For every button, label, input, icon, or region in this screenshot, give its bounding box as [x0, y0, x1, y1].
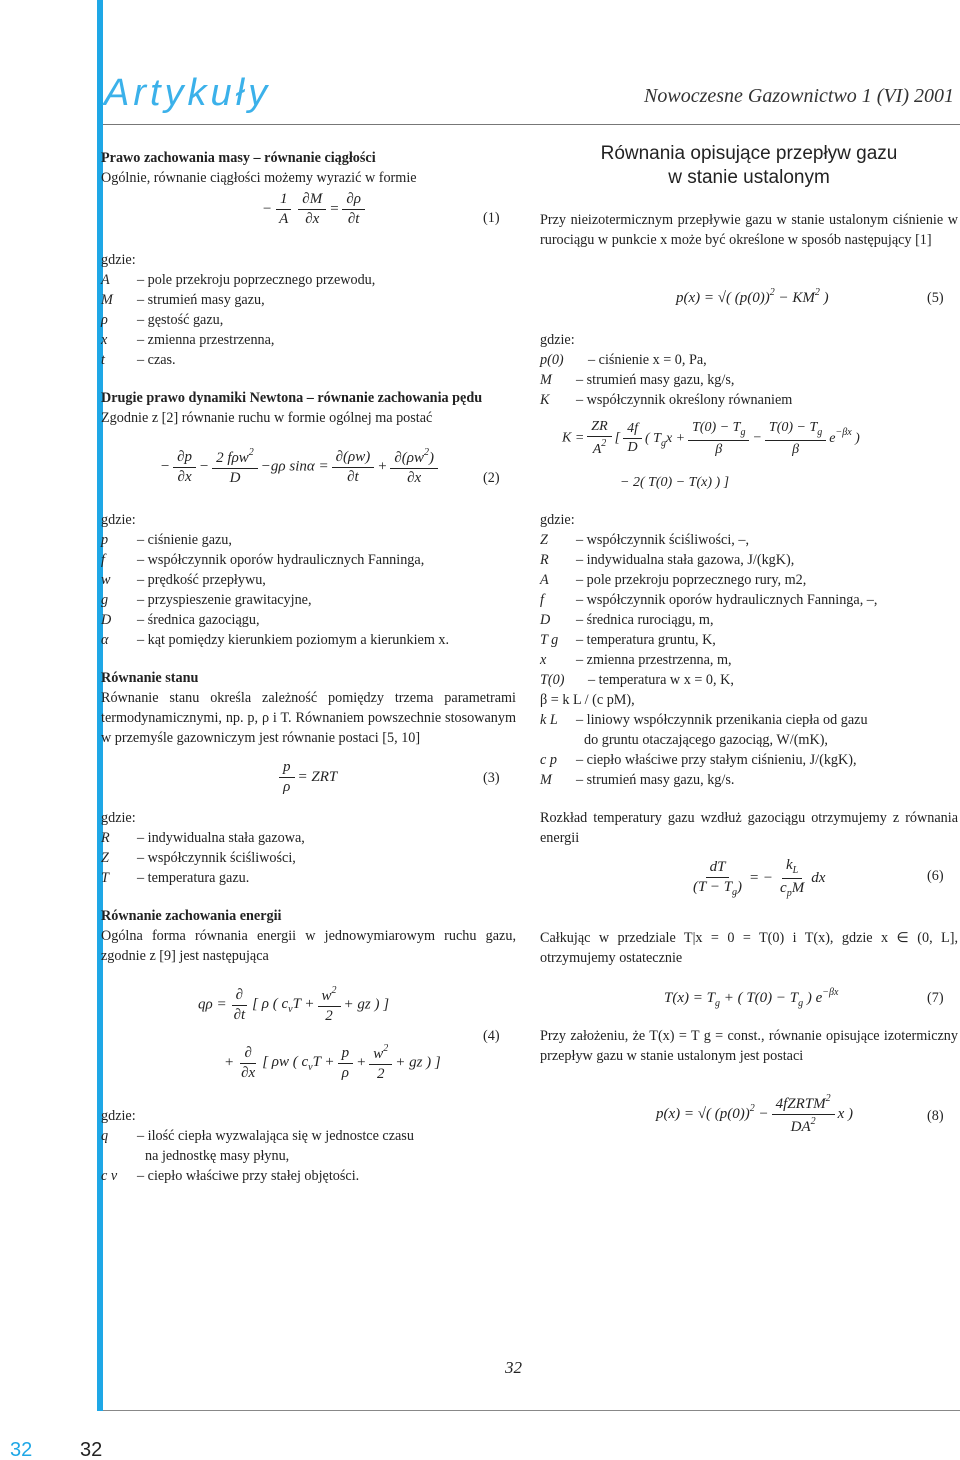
def-item: f – współczynnik oporów hydraulicznych Fanninga, [101, 552, 425, 568]
equation-4-line2: + $\frac{\partial}{\partial x}$ [ ρw ( $c_vT$ + $\frac{p}{\rho}$ + $\frac{w^2}{2}$ + gz ) ] [224, 1043, 441, 1082]
def-item: Z – współczynnik ściśliwości, –, [540, 532, 749, 548]
s4-text: Ogólna forma równania energii w jednowymiarowym ruchu gazu, zgodnie z [9] jest następująca [101, 928, 516, 964]
bottom-left-number: 32 [10, 1439, 33, 1460]
def-item: f – współczynnik oporów hydraulicznych Fanninga, –, [540, 592, 878, 608]
def-item: R – indywidualna stała gazowa, J/(kgK), [540, 552, 795, 568]
def-item: q – ilość ciepła wyzwalająca się w jednostce czasu [101, 1128, 414, 1144]
s2-intro: Zgodnie z [2] równanie ruchu w formie ogólnej ma postać [101, 410, 433, 426]
defs5-list [540, 350, 958, 410]
def-item: Z – współczynnik ściśliwości, [101, 850, 296, 866]
def-item: T – temperatura gazu. [101, 870, 250, 886]
equation-k-line1: K = $\frac{ZR}{A^2}$ [ $\frac{4f}{D}$ ( $T_gx$ + $\frac{T(0) - T_g}{\beta}$ − $\frac{T(0) - T_g}{\beta}$ $e^{-\beta x}$ ) [562, 419, 860, 457]
page-number: 32 [505, 1358, 522, 1377]
p8-text: Przy założeniu, że T(x) = T g = const., równanie opisujące izotermiczny przepływ gazu w stanie ustalonym jest postaci [540, 1028, 958, 1064]
where-label: gdzie: [540, 332, 575, 348]
footer-rule [103, 1410, 960, 1411]
eq7-number: (7) [927, 990, 944, 1006]
def-item: D – średnica gazociągu, [101, 612, 260, 628]
where-label: gdzie: [101, 1108, 136, 1124]
bottom-right-number: 32 [80, 1439, 103, 1460]
def-item: g – przyspieszenie grawitacyjne, [101, 592, 312, 608]
equation-8: p(x) = √( $(p(0))^2$ − $\frac{4fZRTM^2}{DA^2}$ x ) [656, 1093, 854, 1135]
def-item: α – kąt pomiędzy kierunkiem poziomym a kierunkiem x. [101, 632, 450, 648]
def-item: c v – ciepło właściwe przy stałej objętości. [101, 1168, 360, 1184]
def-item: x – zmienna przestrzenna, [101, 332, 275, 348]
s4-title: Równanie zachowania energii [101, 908, 282, 924]
def-item: A – pole przekroju poprzecznego przewodu, [101, 272, 376, 288]
section-logo: Artykuły [104, 72, 272, 114]
s3-text: Równanie stanu określa zależność pomiędzy trzema parametrami termodynamicznymi, np. p, ρ i T. Równaniem powszechnie stosowanym w przemyśle gazowniczym jest równanie postaci [5, 10] [101, 690, 516, 746]
right-section-title-1: Równania opisujące przepływ gazu [600, 143, 898, 164]
def-item: w – prędkość przepływu, [101, 572, 266, 588]
def-item: t – czas. [101, 352, 176, 368]
eq8-number: (8) [927, 1108, 944, 1124]
s1-intro: Ogólnie, równanie ciągłości możemy wyrazić w formie [101, 170, 417, 186]
def-item: M – strumień masy gazu, kg/s, [540, 372, 735, 388]
def-item: T g – temperatura gruntu, K, [540, 632, 716, 648]
def-item: c p – ciepło właściwe przy stałym ciśnieniu, J/(kgK), [540, 752, 857, 768]
eq5-number: (5) [927, 290, 944, 306]
equation-5: p(x) = √( $(p(0))^2 - KM^2$ ) [676, 287, 829, 306]
s3-title: Równanie stanu [101, 670, 199, 686]
p7-text: Całkując w przedziale T|x = 0 = T(0) i T(x), gdzie x ∈ (0, L], otrzymujemy ostatecznie [540, 930, 958, 966]
s2-title: Drugie prawo dynamiki Newtona – równanie zachowania pędu [101, 390, 483, 406]
journal-title: Nowoczesne Gazownictwo 1 (VI) 2001 [644, 85, 954, 107]
equation-6: $\frac{dT}{(T - T_g)}$ = − $\frac{k_L}{c_pM}$ dx [693, 857, 826, 899]
equation-4-line1: qρ = $\frac{\partial}{\partial t}$ [ ρ ( $c_vT$ + $\frac{w^2}{2}$ + gz ) ] [198, 985, 390, 1024]
def-item: do gruntu otaczającego gazociąg, W/(mK), [584, 732, 828, 748]
def-item: T(0) – temperatura w x = 0, K, [540, 672, 734, 688]
def-item: ρ – gęstość gazu, [101, 312, 224, 328]
defs3-list [101, 828, 516, 888]
eq6-number: (6) [927, 868, 944, 884]
where-label: gdzie: [101, 810, 136, 826]
equation-k-line2: − 2( T(0) − T(x) ) ] [620, 475, 730, 490]
equation-7: $T(x) = T_g$ + ( $T(0) - T_g$ ) $e^{-\beta x}$ [664, 987, 839, 1009]
where-label: gdzie: [101, 512, 136, 528]
where-label: gdzie: [101, 252, 136, 268]
def-item: p(0) – ciśnienie x = 0, Pa, [540, 352, 707, 368]
eq1-number: (1) [483, 210, 500, 226]
p6-text: Rozkład temperatury gazu wzdłuż gazociągu otrzymujemy z równania energii [540, 810, 958, 846]
def-item: M – strumień masy gazu, kg/s. [540, 772, 735, 788]
where-label: gdzie: [540, 512, 575, 528]
def-item: A – pole przekroju poprzecznego rury, m2, [540, 572, 807, 588]
eq4-number: (4) [483, 1028, 500, 1044]
equation-1: − $\frac{1}{A}$ $\frac{\partial M}{\partial x}$ = $\frac{\partial\rho}{\partial t}$ [262, 192, 368, 227]
eq3-number: (3) [483, 770, 500, 786]
s1-title: Prawo zachowania masy – równanie ciągłości [101, 150, 376, 166]
def-item: p – ciśnienie gazu, [101, 532, 232, 548]
def-item: K – współczynnik określony równaniem [540, 392, 793, 408]
eq2-number: (2) [483, 470, 500, 486]
equation-2: − $\frac{\partial p}{\partial x}$ − $\frac{2 f\rho w^2}{D}$ −gρ sinα = $\frac{\partial(\rho w)}{\partial t}$ + $\frac{\partial(\rho w^2)}{\partial x}$ [160, 448, 441, 486]
equation-3: $\frac{p}{\rho}$ = ZRT [276, 760, 337, 795]
def-item: R – indywidualna stała gazowa, [101, 830, 305, 846]
def-item: x – zmienna przestrzenna, m, [540, 652, 732, 668]
defs1-list [101, 270, 516, 370]
header-rule [103, 124, 960, 125]
defs6-list [540, 530, 958, 790]
def-item: D – średnica rurociągu, m, [540, 612, 714, 628]
def-item: na jednostkę masy płynu, [145, 1148, 290, 1164]
right-section-title-2: w stanie ustalonym [668, 167, 830, 188]
right-intro: Przy nieizotermicznym przepływie gazu w stanie ustalonym ciśnienie w rurociągu w punkcie x może być określone w sposób następujący [1] [540, 212, 958, 248]
defs4-list [101, 1126, 516, 1186]
def-item: k L – liniowy współczynnik przenikania ciepła od gazu [540, 712, 868, 728]
def-item: M – strumień masy gazu, [101, 292, 265, 308]
defs2-list [101, 530, 516, 650]
def-item: β = k L / (c pM), [540, 692, 635, 708]
